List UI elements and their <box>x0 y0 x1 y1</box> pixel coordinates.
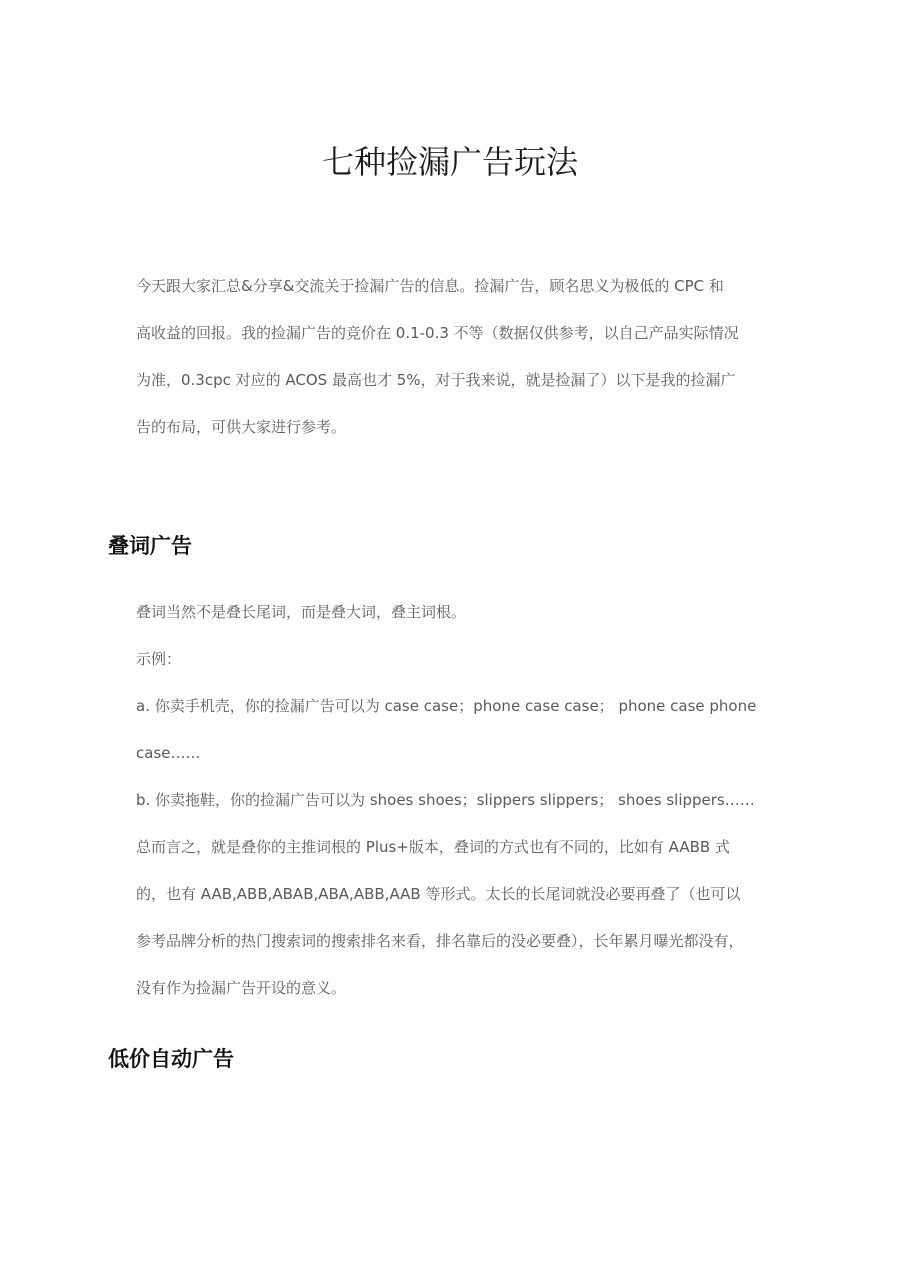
section-heading-overlap-words: 叠词广告 <box>108 534 192 558</box>
intro-line: 今天跟大家汇总&分享&交流关于捡漏广告的信息。捡漏广告，顾名思义为极低的 CPC 和 <box>136 277 724 295</box>
body-line: a. 你卖手机壳，你的捡漏广告可以为 case case；phone case case； phone case phone <box>136 697 757 715</box>
body-line: 示例： <box>136 650 182 668</box>
body-line: 的，也有 AAB,ABB,ABAB,ABA,ABB,AAB 等形式。太长的长尾词就没必要再叠了（也可以 <box>136 885 741 903</box>
intro-line: 告的布局，可供大家进行参考。 <box>136 418 347 436</box>
body-line: case…… <box>136 744 201 762</box>
body-line: 没有作为捡漏广告开设的意义。 <box>136 979 347 997</box>
section-heading-low-price-auto-ads: 低价自动广告 <box>108 1047 234 1071</box>
intro-line: 高收益的回报。我的捡漏广告的竞价在 0.1-0.3 不等（数据仅供参考，以自己产品实际情况 <box>136 324 739 342</box>
intro-line: 为准，0.3cpc 对应的 ACOS 最高也才 5%，对于我来说，就是捡漏了）以下是我的捡漏广 <box>136 371 736 389</box>
section-overlap-words-body <box>136 589 768 1012</box>
body-line: 叠词当然不是叠长尾词，而是叠大词，叠主词根。 <box>136 603 467 621</box>
body-line: 总而言之，就是叠你的主推词根的 Plus+版本，叠词的方式也有不同的，比如有 AABB 式 <box>136 838 730 856</box>
body-line: 参考品牌分析的热门搜索词的搜索排名来看，排名靠后的没必要叠），长年累月曝光都没有， <box>136 932 744 950</box>
intro-paragraph <box>136 263 768 451</box>
body-line: b. 你卖拖鞋，你的捡漏广告可以为 shoes shoes；slippers slippers； shoes slippers…… <box>136 791 755 809</box>
document-title: 七种捡漏广告玩法 <box>321 143 578 181</box>
